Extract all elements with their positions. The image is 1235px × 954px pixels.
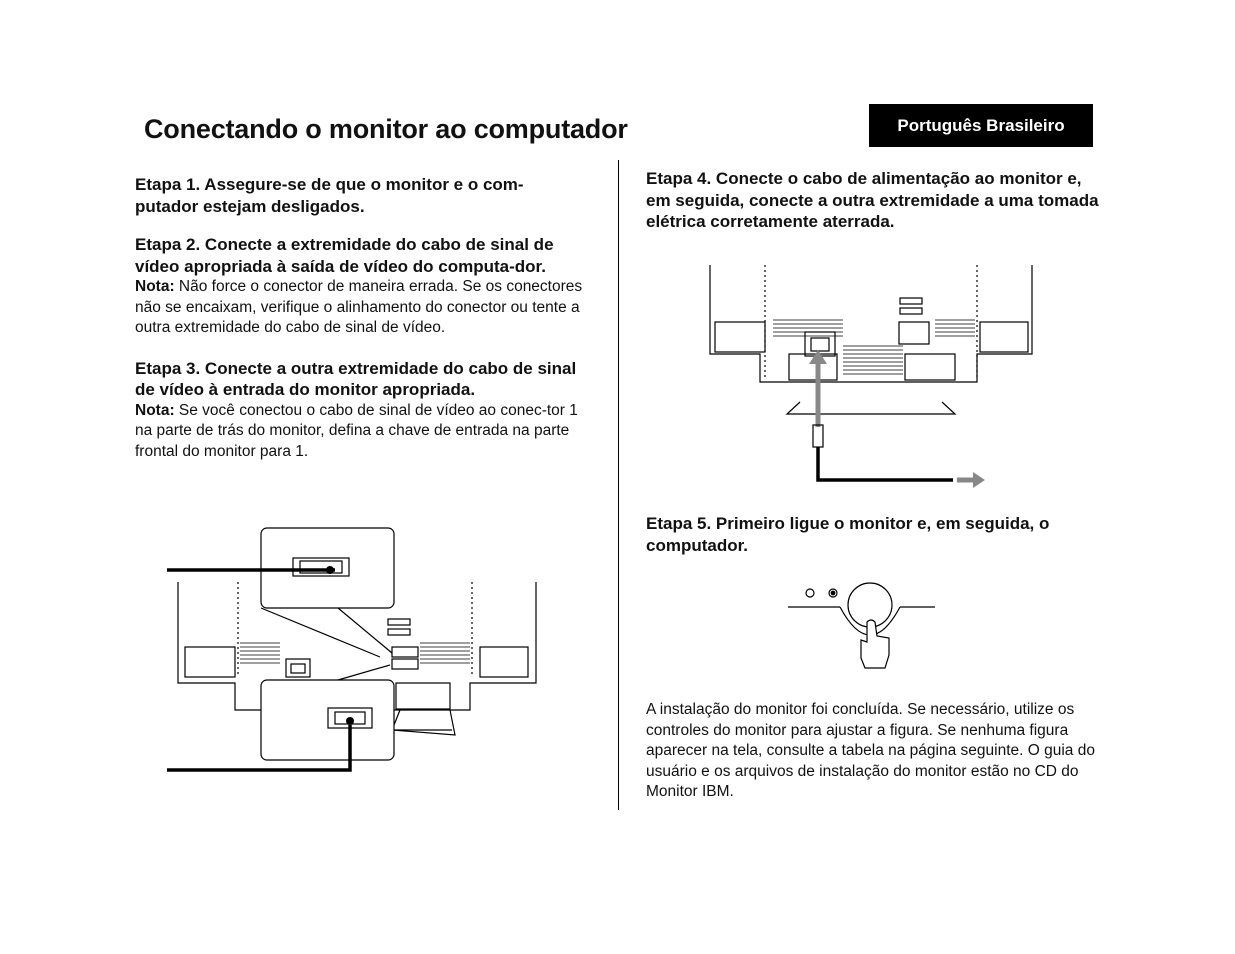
column-divider (618, 160, 619, 810)
left-column (135, 174, 595, 462)
note-label: Nota: (135, 278, 175, 295)
note-text: Não force o conector de maneira errada. Se os conectores não se encaixam, verifique o alinhamento do conector ou tente a outra extremidade do cabo de sinal de vídeo. (135, 278, 583, 336)
step-2-heading: Etapa 2. Conecte a extremidade do cabo de sinal de vídeo apropriada à saída de vídeo do computa-dor. (135, 235, 554, 276)
step-4-heading: Etapa 4. Conecte o cabo de alimentação ao monitor e, em seguida, conecte a outra extremidade a uma tomada elétrica corretamente aterrada. (646, 169, 1099, 231)
completion-text: A instalação do monitor foi concluída. Se necessário, utilize os controles do monitor para ajustar a figura. Se nenhuma figura aparecer na tela, consulte a tabela na página seguinte. O guia do usuário e os arquivos de instalação do monitor estão no CD do Monitor IBM. (646, 701, 1095, 800)
step-5-heading: Etapa 5. Primeiro ligue o monitor e, em seguida, o computador. (646, 514, 1050, 555)
page-title: Conectando o monitor ao computador (144, 114, 628, 144)
right-column (646, 168, 1101, 555)
step-3-heading: Etapa 3. Conecte a outra extremidade do cabo de sinal de vídeo à entrada do monitor apropriada. (135, 358, 577, 399)
language-badge: Português Brasileiro (869, 104, 1093, 147)
step-2-note (135, 277, 585, 339)
step-1-heading: Etapa 1. Assegure-se de que o monitor e o com-putador estejam desligados. (135, 175, 524, 216)
step-3-note (135, 401, 590, 463)
video-cable-illustration (160, 525, 550, 780)
note-label: Nota: (135, 401, 175, 419)
power-button-illustration (785, 580, 940, 670)
power-button-icon (806, 589, 814, 597)
note-text: Se você conectou o cabo de sinal de vídeo ao conec-tor 1 na parte de trás do monitor, defina a chave de entrada na parte frontal do monitor para 1. (135, 401, 578, 460)
finger-press-icon (861, 620, 889, 668)
power-cable-illustration (705, 262, 995, 492)
